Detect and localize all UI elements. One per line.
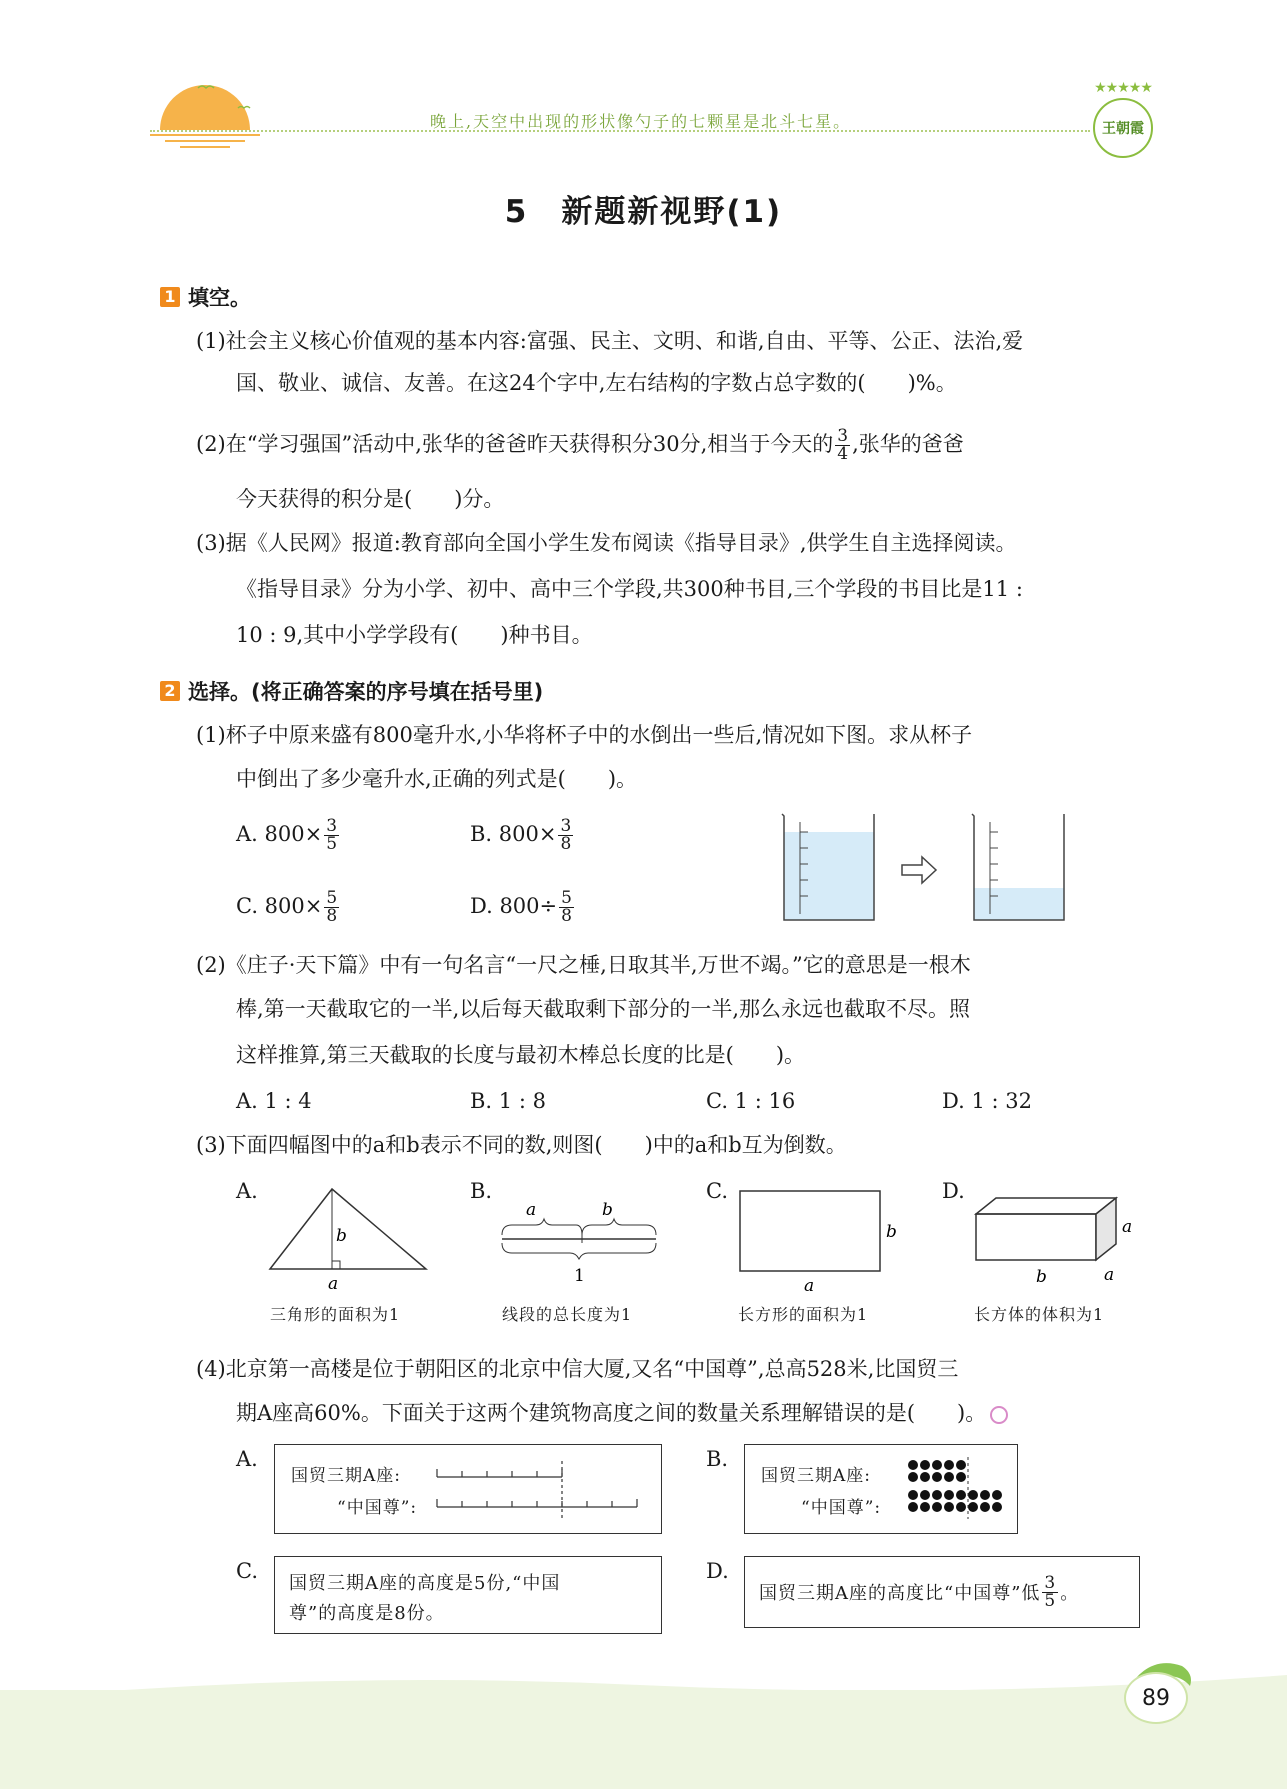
s2-q2-line1: (2)《庄子·天下篇》中有一句名言“一尺之棰,日取其半,万世不竭。”它的意思是一根木 bbox=[196, 953, 971, 977]
q3-letter-a: A. bbox=[236, 1179, 258, 1203]
caption-segment: 线段的总长度为1 bbox=[502, 1305, 633, 1324]
caption-rectangle: 长方形的面积为1 bbox=[738, 1305, 869, 1324]
rectangle-figure bbox=[730, 1185, 910, 1295]
s2-q2-option-a: A. 1 : 4 bbox=[236, 1089, 312, 1113]
q4-c-line-1: 国贸三期A座的高度是5份,“中国 bbox=[289, 1573, 561, 1594]
q3-letter-c: C. bbox=[706, 1179, 728, 1203]
s1-q2-frac-den: 4 bbox=[837, 444, 849, 464]
s2-q1-line2: 中倒出了多少毫升水,正确的列式是( )。 bbox=[236, 767, 638, 791]
s2-q2-line2: 棒,第一天截取它的一半,以后每天截取剩下部分的一半,那么永远也截取不尽。照 bbox=[236, 997, 971, 1021]
s2-q1-option-d bbox=[470, 890, 576, 925]
option-a-num: 3 bbox=[326, 816, 338, 836]
s2-q1-option-c bbox=[236, 890, 341, 925]
section2-heading bbox=[160, 676, 543, 706]
q4-d-frac-num: 3 bbox=[1044, 1572, 1057, 1593]
q4-letter-c: C. bbox=[236, 1559, 258, 1583]
q4-letter-a: A. bbox=[236, 1447, 258, 1471]
segment-b-label: b bbox=[602, 1200, 613, 1220]
hint-bulb-icon bbox=[990, 1406, 1008, 1424]
beaker-diagram bbox=[780, 810, 1080, 930]
s2-q4-line2 bbox=[236, 1398, 1008, 1428]
q4-b-dot-diagram bbox=[907, 1457, 1011, 1521]
q4-d-frac-den: 5 bbox=[1044, 1590, 1057, 1611]
s1-q2-line2: 今天获得的积分是( )分。 bbox=[236, 487, 505, 511]
q4-letter-d: D. bbox=[706, 1559, 729, 1583]
segment-a-label: a bbox=[526, 1200, 537, 1220]
option-b-fraction bbox=[558, 818, 573, 853]
rectangle-width-label: a bbox=[804, 1276, 815, 1295]
cuboid-depth-label: a bbox=[1104, 1265, 1115, 1285]
triangle-figure bbox=[260, 1185, 440, 1295]
section1-heading bbox=[160, 282, 251, 312]
arrow-right-icon bbox=[902, 857, 936, 883]
q4-c-line-2: 尊”的高度是8份。 bbox=[289, 1603, 445, 1624]
s1-q3-line1: (3)据《人民网》报道:教育部向全国小学生发布阅读《指导目录》,供学生自主选择阅读。 bbox=[196, 531, 1017, 555]
s1-q3-line3: 10 : 9,其中小学学段有( )种书目。 bbox=[236, 623, 593, 647]
footer-wave bbox=[0, 1640, 1287, 1700]
q4-option-b-box bbox=[744, 1444, 1018, 1534]
option-a-den: 5 bbox=[326, 834, 338, 854]
rectangle-height-label: b bbox=[886, 1222, 897, 1242]
s2-q3-line1: (3)下面四幅图中的a和b表示不同的数,则图( )中的a和b互为倒数。 bbox=[196, 1133, 847, 1157]
s1-q2-fraction bbox=[835, 428, 850, 463]
q4-d-fraction bbox=[1042, 1572, 1058, 1611]
s2-q2-option-b: B. 1 : 8 bbox=[470, 1089, 546, 1113]
segment-total-label: 1 bbox=[574, 1266, 585, 1286]
option-b-label: B. 800× bbox=[470, 822, 557, 846]
s2-q1-option-a bbox=[236, 818, 341, 853]
option-c-den: 8 bbox=[326, 906, 338, 926]
s2-q2-option-d: D. 1 : 32 bbox=[942, 1089, 1032, 1113]
q4-option-d-box bbox=[744, 1556, 1140, 1628]
s2-q4-line2-text: 期A座高60%。下面关于这两个建筑物高度之间的数量关系理解错误的是( )。 bbox=[236, 1401, 987, 1425]
option-d-den: 8 bbox=[561, 906, 572, 926]
section1-title: 填空。 bbox=[188, 286, 251, 310]
cuboid-height-label: a bbox=[1122, 1217, 1133, 1237]
header-tagline: 晚上,天空中出现的形状像勺子的七颗星是北斗七星。 bbox=[430, 112, 852, 131]
option-c-num: 5 bbox=[326, 888, 338, 908]
q4-a-segment-diagram bbox=[435, 1459, 645, 1525]
s1-q2-line1 bbox=[196, 428, 964, 463]
option-c-label: C. 800× bbox=[236, 894, 323, 918]
beaker-partial-icon bbox=[972, 814, 1064, 920]
option-a-fraction bbox=[324, 818, 339, 853]
brand-badge bbox=[1090, 80, 1156, 160]
option-d-label: D. 800÷ bbox=[470, 894, 558, 918]
section2-number: 2 bbox=[160, 681, 180, 701]
caption-cuboid: 长方体的体积为1 bbox=[974, 1305, 1105, 1324]
q4-b-label-1: 国贸三期A座: bbox=[761, 1466, 872, 1486]
page-title: 5 新题新视野(1) bbox=[504, 194, 783, 230]
stars-icon: ★★★★★ bbox=[1094, 80, 1152, 96]
triangle-base-label: a bbox=[328, 1274, 339, 1294]
section1-number: 1 bbox=[160, 287, 180, 307]
sunset-icon bbox=[150, 80, 260, 150]
triangle-height-label: b bbox=[336, 1226, 347, 1246]
option-b-num: 3 bbox=[560, 816, 572, 836]
option-a-label: A. 800× bbox=[236, 822, 323, 846]
s1-q2-text-b: ,张华的爸爸 bbox=[852, 432, 964, 456]
option-c-fraction bbox=[324, 890, 339, 925]
s2-q2-line3: 这样推算,第三天截取的长度与最初木棒总长度的比是( )。 bbox=[236, 1043, 806, 1067]
s1-q2-text-a: (2)在“学习强国”活动中,张华的爸爸昨天获得积分30分,相当于今天的 bbox=[196, 432, 834, 456]
section2-title: 选择。(将正确答案的序号填在括号里) bbox=[188, 680, 544, 704]
brand-name: 王朝霞 bbox=[1093, 98, 1153, 158]
option-b-den: 8 bbox=[560, 834, 572, 854]
caption-triangle: 三角形的面积为1 bbox=[270, 1305, 401, 1324]
q4-a-label-1: 国贸三期A座: bbox=[291, 1466, 402, 1486]
cuboid-figure bbox=[966, 1190, 1146, 1290]
s1-q1-line1: (1)社会主义核心价值观的基本内容:富强、民主、文明、和谐,自由、平等、公正、法治,爱 bbox=[196, 329, 1024, 353]
q4-d-text bbox=[759, 1572, 1080, 1611]
s1-q3-line2: 《指导目录》分为小学、初中、高中三个学段,共300种书目,三个学段的书目比是11 : bbox=[236, 577, 1023, 601]
s1-q2-frac-num: 3 bbox=[837, 426, 849, 446]
q3-letter-b: B. bbox=[470, 1179, 493, 1203]
s2-q4-line1: (4)北京第一高楼是位于朝阳区的北京中信大厦,又名“中国尊”,总高528米,比国贸三 bbox=[196, 1357, 959, 1381]
q4-b-label-2: “中国尊”: bbox=[801, 1498, 882, 1518]
segment-figure bbox=[496, 1195, 676, 1295]
footer-band bbox=[0, 1690, 1287, 1789]
option-d-num: 5 bbox=[561, 888, 572, 908]
q4-a-label-2: “中国尊”: bbox=[337, 1498, 418, 1518]
s2-q2-option-c: C. 1 : 16 bbox=[706, 1089, 796, 1113]
cuboid-length-label: b bbox=[1036, 1267, 1047, 1287]
page-number: 89 bbox=[1124, 1672, 1188, 1724]
q4-option-a-box bbox=[274, 1444, 662, 1534]
s2-q1-line1: (1)杯子中原来盛有800毫升水,小华将杯子中的水倒出一些后,情况如下图。求从杯子 bbox=[196, 723, 973, 747]
q4-d-sentence: 国贸三期A座的高度比“中国尊”低 bbox=[759, 1583, 1041, 1604]
s2-q1-option-b bbox=[470, 818, 575, 853]
q4-letter-b: B. bbox=[706, 1447, 729, 1471]
s1-q1-line2: 国、敬业、诚信、友善。在这24个字中,左右结构的字数占总字数的( )%。 bbox=[236, 371, 957, 395]
option-d-fraction bbox=[559, 890, 574, 925]
beaker-full-icon bbox=[782, 814, 874, 920]
q4-d-period: 。 bbox=[1060, 1583, 1080, 1604]
q4-option-c-box bbox=[274, 1556, 662, 1634]
q3-letter-d: D. bbox=[942, 1179, 965, 1203]
